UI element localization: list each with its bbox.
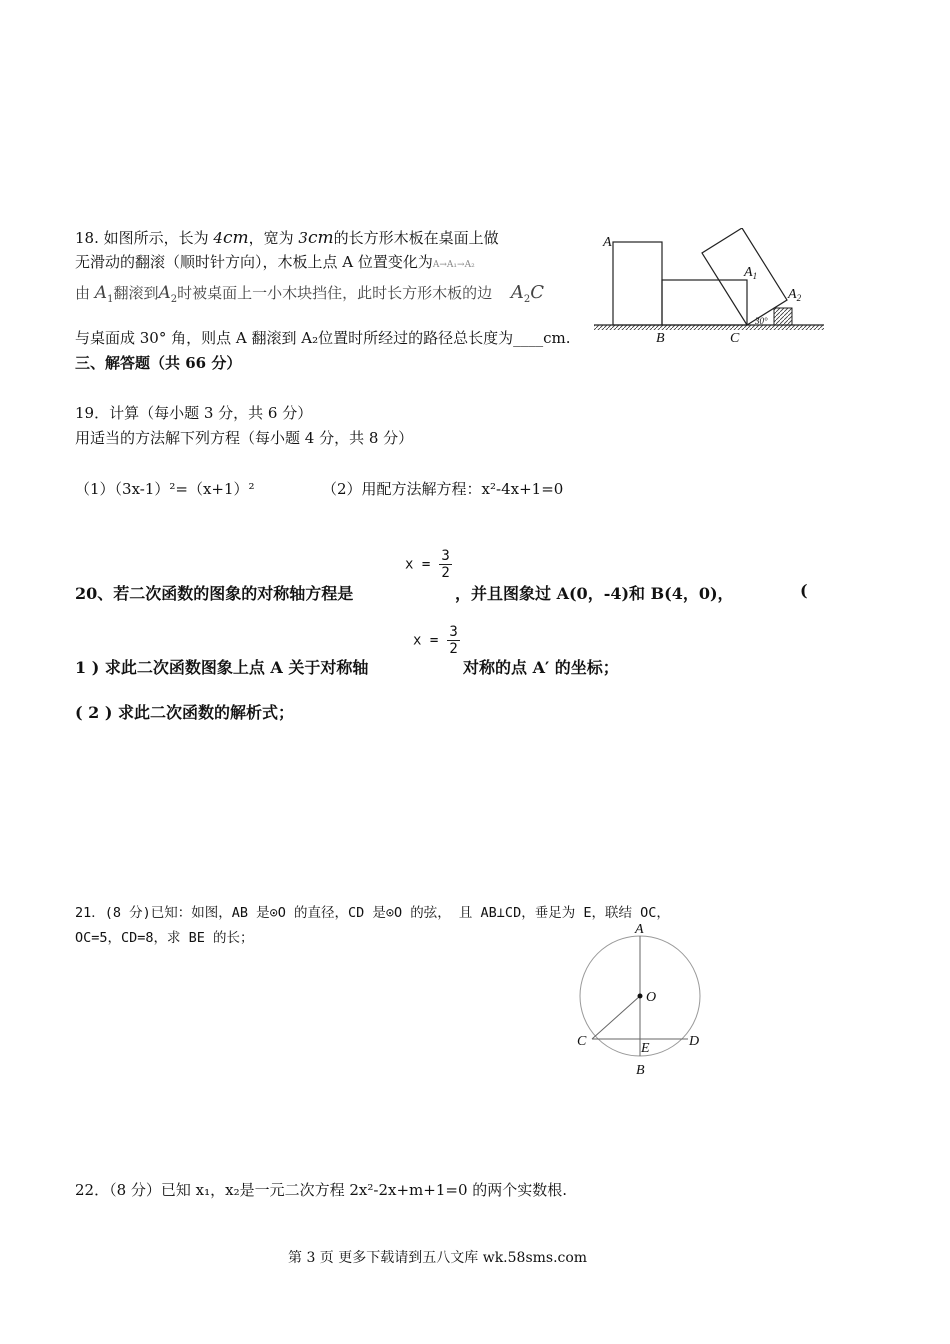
board-position-1: [613, 242, 662, 325]
q20-axis-fraction: x = $\frac{3}{2}$: [405, 548, 450, 581]
q20-part1: 1 ) 求此二次函数图象上点 A 关于对称轴: [75, 658, 369, 677]
q19-equation-2: （2）用配方法解方程：x²-4x+1=0: [322, 480, 564, 498]
q20-paren: (: [800, 581, 808, 600]
q18-line2: 无滑动的翻滚（顺时针方向），木板上点 A 位置变化为A→A₁→A₂: [75, 253, 475, 271]
q22-line1: 22．（8 分）已知 x₁，x₂是一元二次方程 2x²-2x+m+1=0 的两个实数根.: [75, 1181, 568, 1199]
label-c: C: [730, 331, 740, 346]
section-three-title: 三、解答题（共 66 分）: [75, 354, 242, 372]
label-c: C: [577, 1034, 587, 1049]
q18-line1: 18. 如图所示，长为 4cm，宽为 3cm的长方形木板在桌面上做: [75, 228, 499, 248]
label-a2: $A_2$: [788, 287, 802, 303]
q20-part2: ( 2 ) 求此二次函数的解析式；: [75, 703, 294, 722]
label-d: D: [689, 1034, 700, 1049]
page-footer: 第 3 页 更多下载请到五八文库 wk.58sms.com: [288, 1250, 588, 1266]
label-o: O: [646, 990, 657, 1005]
board-position-2: [662, 280, 747, 325]
q21-line1: 21．(8 分)已知：如图，AB 是⊙O 的直径，CD 是⊙O 的弦， 且 AB⊥CD，垂足为 E，联结 OC，: [75, 905, 670, 921]
q18-line3: 由 $A_1$翻滚到$A_2$时被桌面上一小木块挡住，此时长方形木板的边 $A_2C$: [75, 282, 545, 305]
q20-line1: 20、若二次函数的图象的对称轴方程是: [75, 584, 354, 603]
q19-equation-1: （1）（3x-1）²=（x+1）²: [75, 480, 255, 498]
wood-block: [774, 308, 792, 325]
label-b: B: [656, 331, 665, 346]
figure-18-rolling-board: [592, 228, 832, 348]
q21-line2: OC=5，CD=8，求 BE 的长；: [75, 930, 254, 946]
figure-21-circle: [568, 918, 718, 1080]
q19-line2: 用适当的方法解下列方程（每小题 4 分，共 8 分）: [75, 429, 414, 447]
label-angle: 30°: [755, 316, 768, 326]
center-point: [638, 994, 643, 999]
label-a1: $A_1$: [744, 265, 758, 281]
label-a: A: [603, 235, 612, 250]
label-b: B: [636, 1063, 645, 1078]
table-hatch: [594, 325, 824, 330]
q20-line1-cont: ，并且图象过 A(0，-4)和 B(4，0)，: [455, 584, 734, 603]
q18-line4: 与桌面成 30° 角，则点 A 翻滚到 A₂位置时所经过的路径总长度为____cm.: [75, 329, 571, 347]
label-e: E: [641, 1041, 650, 1056]
segment-oc: [592, 996, 640, 1039]
q20-part1-cont: 对称的点 A′ 的坐标；: [463, 658, 619, 677]
q20-axis-fraction-2: x = $\frac{3}{2}$: [413, 624, 458, 657]
label-a: A: [635, 922, 644, 937]
q19-line1: 19．计算（每小题 3 分，共 6 分）: [75, 404, 313, 422]
